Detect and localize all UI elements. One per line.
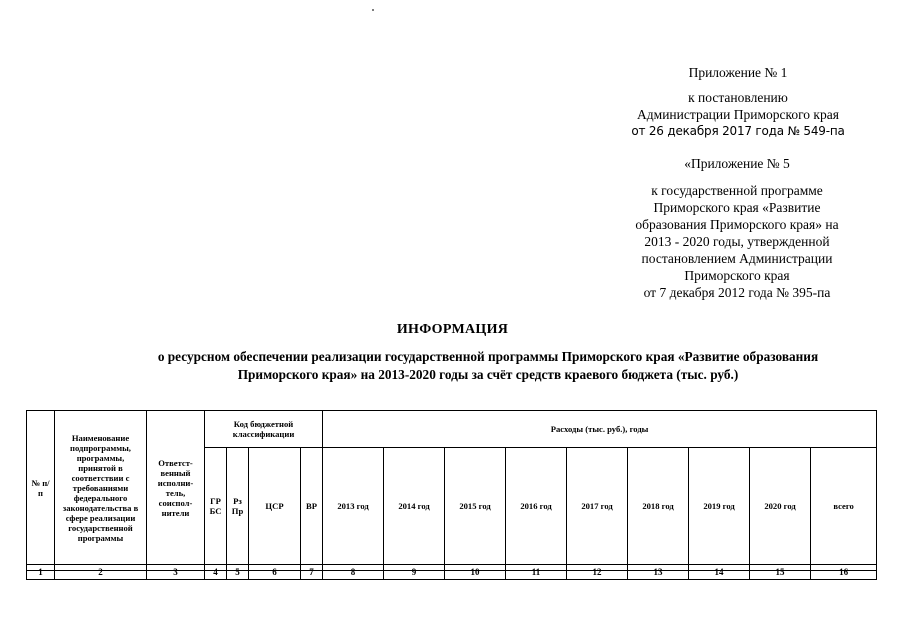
appendix-1-signature: от 26 декабря 2017 года № 549-па bbox=[631, 124, 845, 138]
subtitle-line: Приморского края» на 2013-2020 годы за счёт средств краевого бюджета (тыс. руб.) bbox=[237, 367, 739, 382]
column-number: 11 bbox=[506, 565, 567, 580]
column-number: 10 bbox=[445, 565, 506, 580]
header-year-2014: 2014 год bbox=[384, 448, 445, 565]
appendix-1-title: Приложение № 1 bbox=[688, 65, 788, 80]
header-executor: Ответст-венный исполни-тель, соиспол-нители bbox=[147, 411, 205, 565]
column-number: 9 bbox=[384, 565, 445, 580]
header-row-1 bbox=[27, 411, 877, 448]
column-number: 13 bbox=[628, 565, 689, 580]
header-num: № п/п bbox=[27, 411, 55, 565]
appendix-5-line: 2013 - 2020 годы, утвержденной bbox=[644, 234, 830, 249]
appendix-5-line: постановлением Администрации bbox=[641, 251, 833, 266]
appendix-1-line: Администрации Приморского края bbox=[637, 107, 839, 122]
header-total: всего bbox=[811, 448, 877, 565]
header-year-2018: 2018 год bbox=[628, 448, 689, 565]
appendix-5-line: образования Приморского края» на bbox=[635, 217, 839, 232]
table-bottom-rule bbox=[26, 570, 876, 571]
document-subtitle bbox=[108, 348, 868, 384]
column-number: 3 bbox=[147, 565, 205, 580]
resource-table bbox=[26, 410, 877, 580]
header-year-2020: 2020 год bbox=[750, 448, 811, 565]
appendix-1-line: к постановлению bbox=[688, 90, 788, 105]
column-number: 16 bbox=[811, 565, 877, 580]
column-number: 5 bbox=[227, 565, 249, 580]
column-number: 2 bbox=[55, 565, 147, 580]
appendix-5-line: Приморского края bbox=[684, 268, 790, 283]
column-number-row bbox=[27, 565, 877, 580]
subtitle-line: о ресурсном обеспечении реализации государственной программы Приморского края «Развитие образования bbox=[157, 349, 819, 364]
header-budget-code: Код бюджетной классификации bbox=[205, 411, 323, 448]
header-year-2017: 2017 год bbox=[567, 448, 628, 565]
appendix-5-block bbox=[596, 155, 878, 301]
header-rzpr: Рз Пр bbox=[227, 448, 249, 565]
column-number: 6 bbox=[249, 565, 301, 580]
column-number: 7 bbox=[301, 565, 323, 580]
column-number: 12 bbox=[567, 565, 628, 580]
appendix-5-line: к государственной программе bbox=[651, 183, 823, 198]
header-vr: ВР bbox=[301, 448, 323, 565]
header-year-2019: 2019 год bbox=[689, 448, 750, 565]
document-title: ИНФОРМАЦИЯ bbox=[396, 322, 509, 337]
header-year-2016: 2016 год bbox=[506, 448, 567, 565]
appendix-5-line: от 7 декабря 2012 года № 395-па bbox=[643, 285, 831, 300]
appendix-5-line: Приморского края «Развитие bbox=[653, 200, 821, 215]
column-number: 1 bbox=[27, 565, 55, 580]
scan-speck bbox=[372, 9, 374, 11]
column-number: 8 bbox=[323, 565, 384, 580]
column-number: 14 bbox=[689, 565, 750, 580]
appendix-5-title: «Приложение № 5 bbox=[684, 156, 790, 171]
header-year-2015: 2015 год bbox=[445, 448, 506, 565]
header-year-2013: 2013 год bbox=[323, 448, 384, 565]
column-number: 4 bbox=[205, 565, 227, 580]
header-grbs: ГР БС bbox=[205, 448, 227, 565]
header-csr: ЦСР bbox=[249, 448, 301, 565]
header-expenses: Расходы (тыс. руб.), годы bbox=[323, 411, 877, 448]
header-program-name: Наименование подпрограммы, программы, принятой в соответствии с требованиями федерального законодательства в сфере реализации государственной программы bbox=[55, 411, 147, 565]
column-number: 15 bbox=[750, 565, 811, 580]
appendix-1-block bbox=[600, 64, 876, 140]
